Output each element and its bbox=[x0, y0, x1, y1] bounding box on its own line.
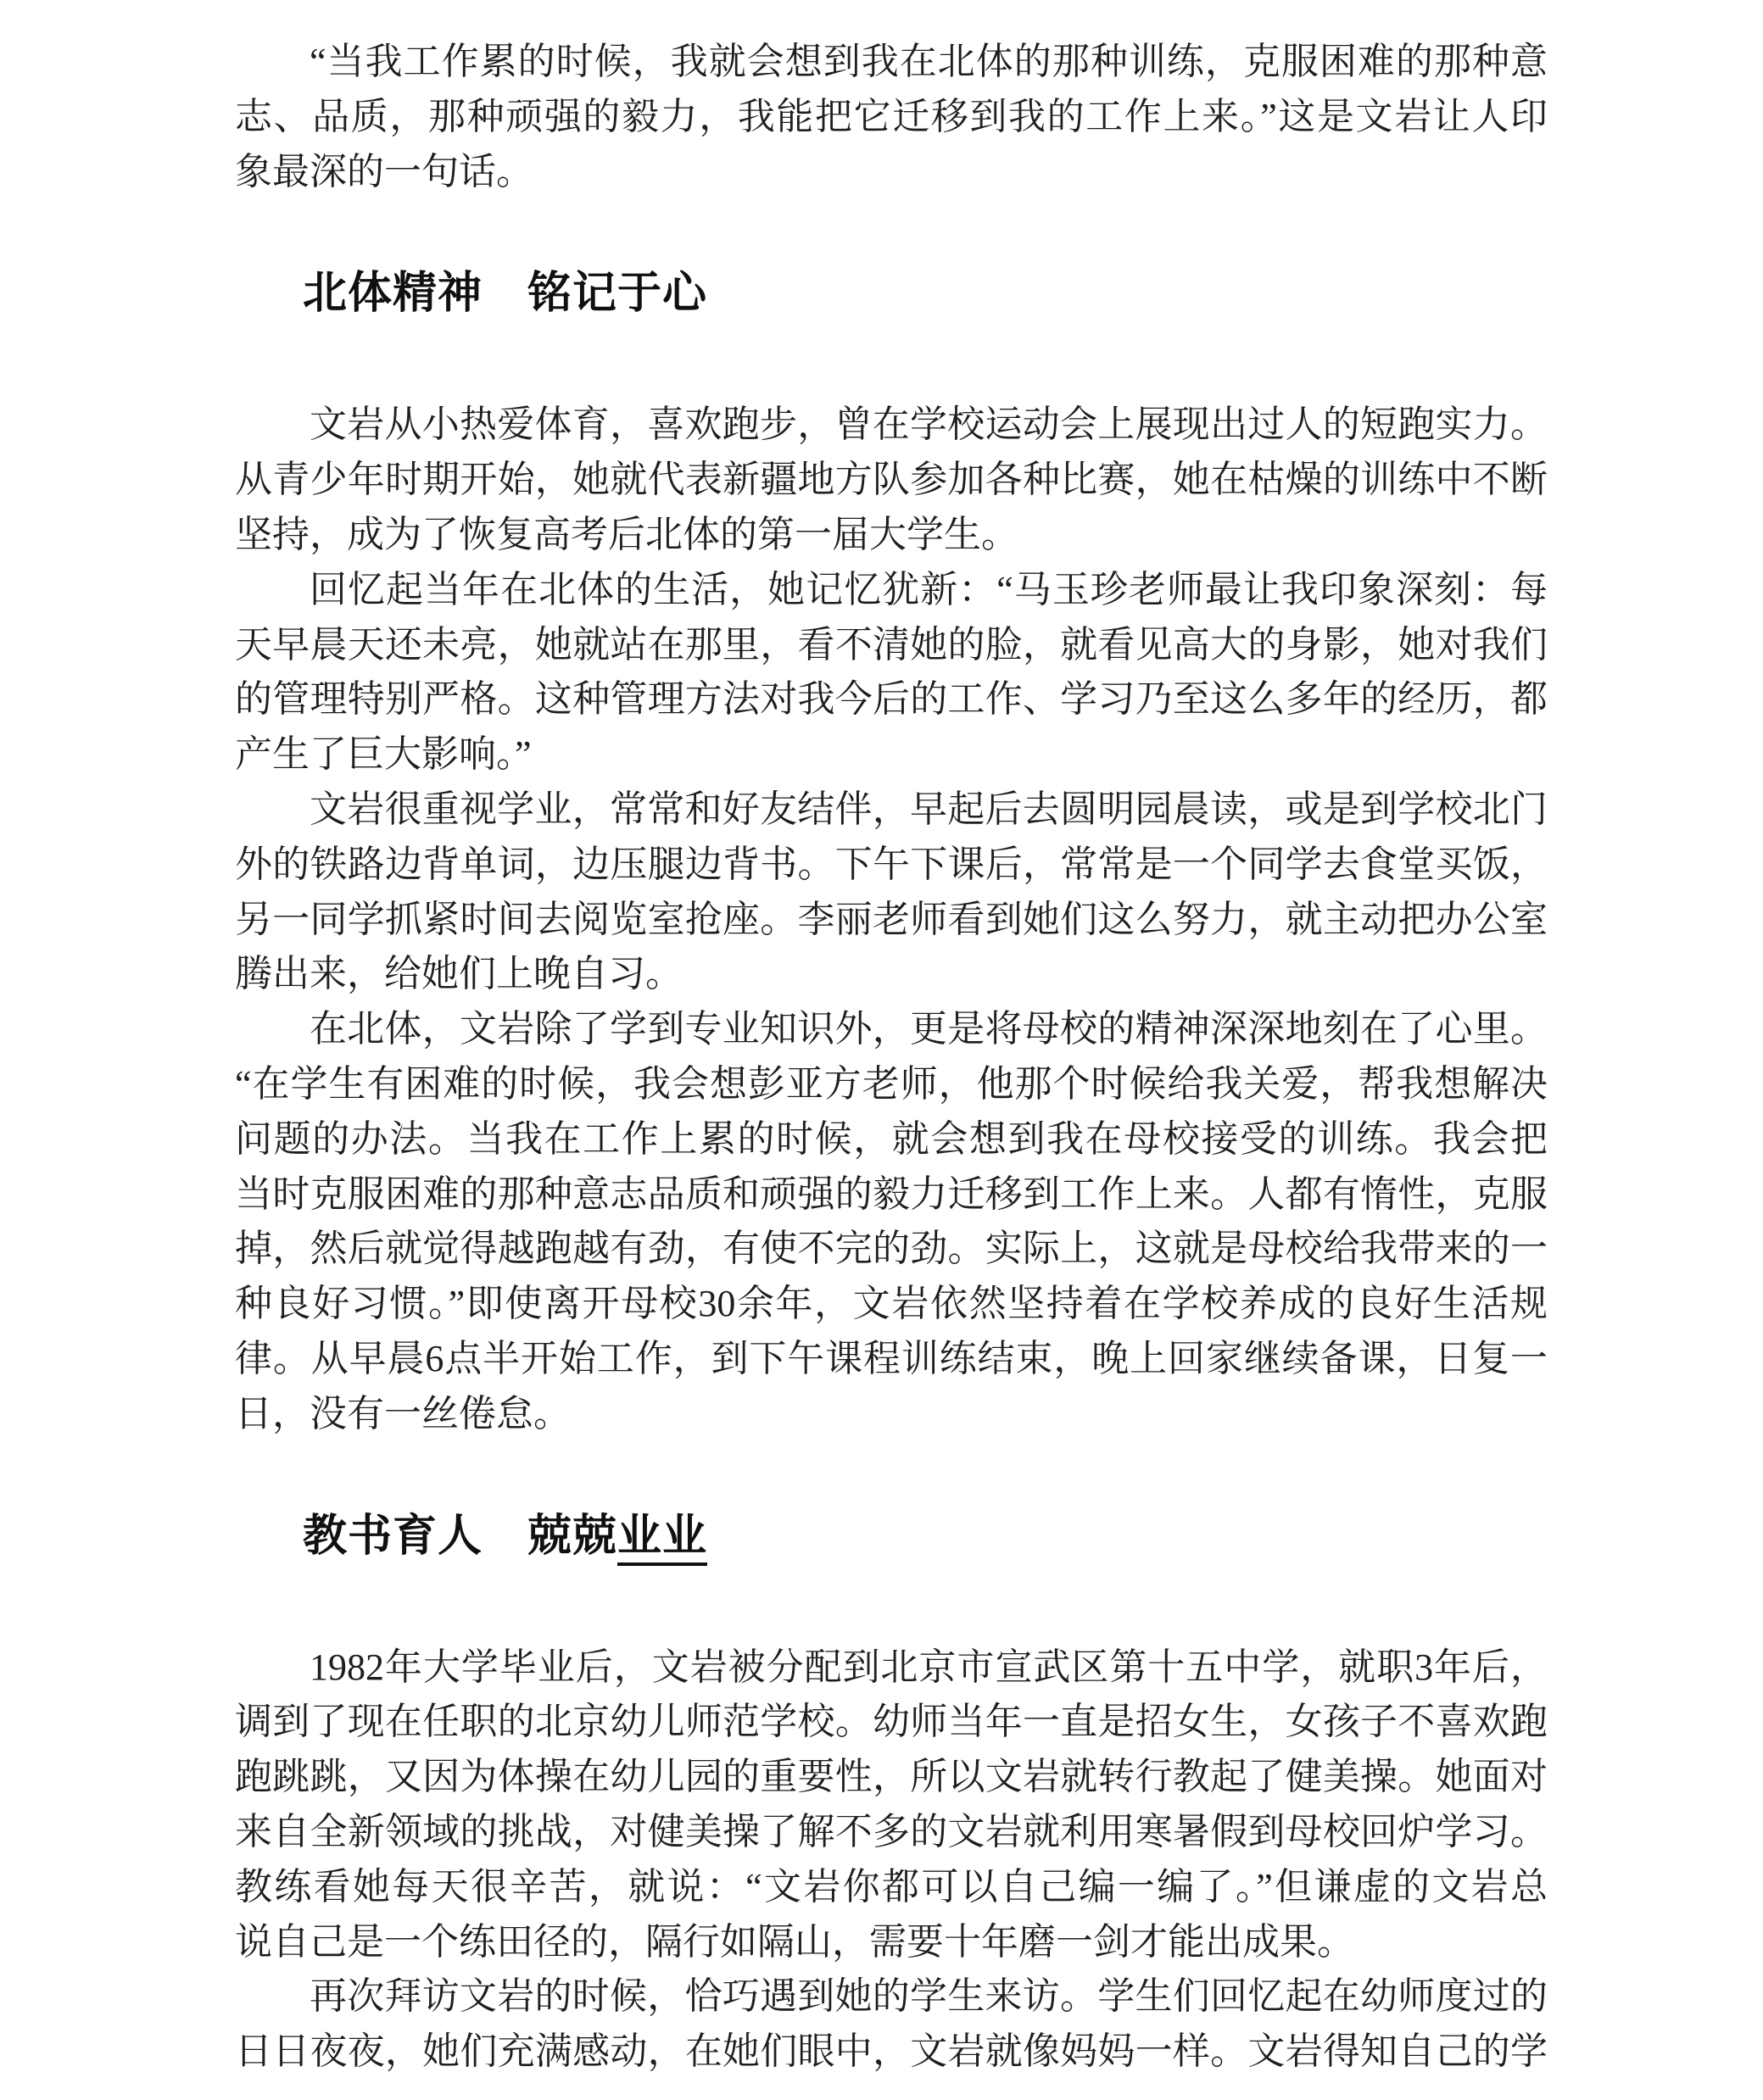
text-line: 种良好习惯。”即使离开母校30余年，文岩依然坚持着在学校养成的良好生活规 bbox=[235, 1283, 1548, 1325]
text-line: 律。从早晨6点半开始工作，到下午课程训练结束，晚上回家继续备课，日复一 bbox=[235, 1337, 1548, 1379]
text-line: “当我工作累的时候，我就会想到我在北体的那种训练，克服困难的那种意 bbox=[310, 41, 1548, 82]
text-line: 说自己是一个练田径的，隔行如隔山，需要十年磨一剑才能出成果。 bbox=[235, 1920, 1354, 1963]
paragraph bbox=[235, 35, 1548, 199]
section-heading bbox=[303, 264, 1548, 323]
text-line: 日日夜夜，她们充满感动，在她们眼中，文岩就像妈妈一样。文岩得知自己的学 bbox=[235, 2030, 1548, 2073]
text-line: 来自全新领域的挑战，对健美操了解不多的文岩就利用寒暑假到母校回炉学习。 bbox=[235, 1810, 1548, 1852]
text-line: 跑跳跳，又因为体操在幼儿园的重要性，所以文岩就转行教起了健美操。她面对 bbox=[235, 1756, 1548, 1798]
heading-text: 北体精神 铭记于心 bbox=[303, 269, 708, 319]
paragraph bbox=[235, 1002, 1548, 1441]
text-line: 外的铁路边背单词，边压腿边背书。下午下课后，常常是一个同学去食堂买饭， bbox=[235, 843, 1548, 885]
text-line: 当时克服困难的那种意志品质和顽强的毅力迁移到工作上来。人都有惰性，克服 bbox=[235, 1173, 1548, 1215]
text-line: 掉，然后就觉得越跑越有劲，有使不完的劲。实际上，这就是母校给我带来的一 bbox=[235, 1228, 1548, 1270]
text-line: 教练看她每天很辛苦，就说：“文岩你都可以自己编一编了。”但谦虚的文岩总 bbox=[235, 1865, 1548, 1908]
text-line: 腾出来，给她们上晚自习。 bbox=[235, 953, 683, 995]
article bbox=[235, 35, 1548, 2080]
text-line: “在学生有困难的时候，我会想彭亚方老师，他那个时候给我关爱，帮我想解决 bbox=[235, 1062, 1548, 1105]
paragraph bbox=[235, 1640, 1548, 1970]
text-line: 调到了现在任职的北京幼儿师范学校。幼师当年一直是招女生，女孩子不喜欢跑 bbox=[235, 1701, 1548, 1743]
text-line: 产生了巨大影响。” bbox=[235, 733, 532, 776]
text-line: 志、品质，那种顽强的毅力，我能把它迁移到我的工作上来。”这是文岩让人印 bbox=[235, 95, 1548, 137]
paragraph bbox=[235, 563, 1548, 783]
text-line: 天早晨天还未亮，她就站在那里，看不清她的脸，就看见高大的身影，她对我们 bbox=[235, 623, 1548, 666]
text-line: 日，没有一丝倦怠。 bbox=[235, 1392, 571, 1434]
section-heading bbox=[303, 1507, 1548, 1566]
text-line: 象最深的一句话。 bbox=[235, 150, 533, 192]
text-line: 文岩从小热爱体育，喜欢跑步，曾在学校运动会上展现出过人的短跑实力。 bbox=[310, 404, 1548, 446]
paragraph bbox=[235, 398, 1548, 562]
text-line: 回忆起当年在北体的生活，她记忆犹新：“马玉珍老师最让我印象深刻：每 bbox=[310, 568, 1548, 610]
text-line: 文岩很重视学业，常常和好友结伴，早起后去圆明园晨读，或是到学校北门 bbox=[310, 788, 1548, 830]
text-line: 从青少年时期开始，她就代表新疆地方队参加各种比赛，她在枯燥的训练中不断 bbox=[235, 459, 1548, 501]
text-line: 1982年大学毕业后，文岩被分配到北京市宣武区第十五中学，就职3年后， bbox=[310, 1646, 1548, 1688]
text-line: 坚持，成为了恢复高考后北体的第一届大学生。 bbox=[235, 513, 1018, 555]
paragraph bbox=[235, 1969, 1548, 2080]
text-line: 问题的办法。当我在工作上累的时候，就会想到我在母校接受的训练。我会把 bbox=[235, 1117, 1548, 1160]
heading-text-underlined: 业业 bbox=[617, 1511, 707, 1566]
text-line: 的管理特别严格。这种管理方法对我今后的工作、学习乃至这么多年的经历，都 bbox=[235, 678, 1548, 721]
text-line: 在北体，文岩除了学到专业知识外，更是将母校的精神深深地刻在了心里。 bbox=[310, 1008, 1548, 1050]
heading-text: 教书育人 兢兢 bbox=[303, 1511, 618, 1561]
text-line: 再次拜访文岩的时候，恰巧遇到她的学生来访。学生们回忆起在幼师度过的 bbox=[310, 1975, 1548, 2018]
paragraph bbox=[235, 783, 1548, 1002]
text-line: 另一同学抓紧时间去阅览室抢座。李丽老师看到她们这么努力，就主动把办公室 bbox=[235, 898, 1548, 940]
